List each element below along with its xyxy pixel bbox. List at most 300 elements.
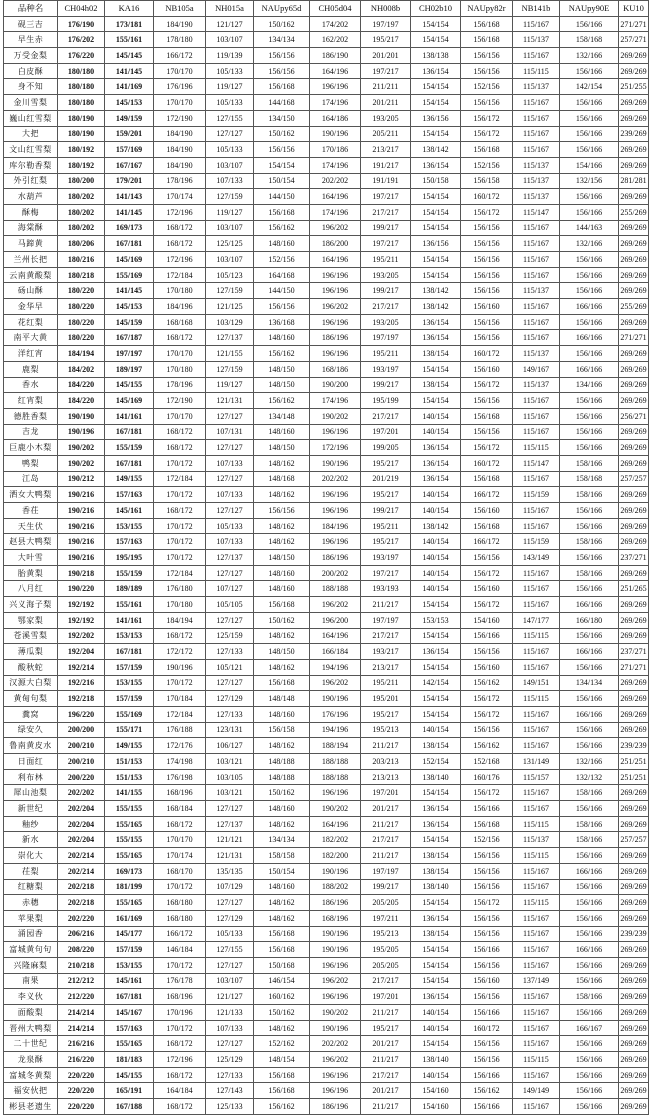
table-row — [4, 879, 649, 895]
allele-cell: 269/269 — [619, 1020, 649, 1036]
allele-cell: 170/174 — [154, 848, 206, 864]
allele-cell: 152/168 — [461, 754, 513, 770]
allele-cell: 178/196 — [154, 377, 206, 393]
allele-cell: 105/123 — [206, 267, 254, 283]
cultivar-name-cell: 身不知 — [4, 79, 58, 95]
allele-cell: 164/168 — [254, 267, 310, 283]
allele-cell: 115/167 — [513, 503, 560, 519]
allele-cell: 269/269 — [619, 487, 649, 503]
allele-cell: 127/127 — [206, 1036, 254, 1052]
allele-cell: 176/196 — [154, 79, 206, 95]
allele-cell: 127/127 — [206, 503, 254, 519]
allele-cell: 176/196 — [310, 706, 361, 722]
allele-cell: 192/204 — [58, 644, 105, 660]
allele-cell: 149/149 — [513, 1083, 560, 1099]
allele-cell: 137/149 — [513, 973, 560, 989]
allele-cell: 269/269 — [619, 785, 649, 801]
allele-cell: 154/160 — [411, 1099, 461, 1115]
allele-cell: 119/139 — [206, 48, 254, 64]
table-body — [4, 16, 649, 1114]
allele-cell: 257/257 — [619, 832, 649, 848]
allele-cell: 211/217 — [361, 848, 411, 864]
table-row — [4, 440, 649, 456]
allele-cell: 121/121 — [206, 832, 254, 848]
cultivar-name-cell: 茌梨 — [4, 863, 58, 879]
allele-cell: 154/154 — [411, 32, 461, 48]
allele-cell: 156/166 — [560, 1005, 619, 1021]
allele-cell: 156/168 — [461, 816, 513, 832]
allele-cell: 150/154 — [254, 863, 310, 879]
allele-cell: 168/172 — [154, 1036, 206, 1052]
allele-cell: 136/156 — [411, 110, 461, 126]
allele-cell: 210/218 — [58, 957, 105, 973]
allele-cell: 156/156 — [461, 63, 513, 79]
allele-cell: 141/145 — [105, 63, 154, 79]
allele-cell: 156/166 — [560, 408, 619, 424]
allele-cell: 138/154 — [411, 863, 461, 879]
column-header: 品种名 — [4, 1, 58, 17]
allele-cell: 169/173 — [105, 220, 154, 236]
allele-cell: 211/217 — [361, 1052, 411, 1068]
allele-cell: 190/200 — [310, 377, 361, 393]
allele-cell: 156/168 — [254, 942, 310, 958]
allele-cell: 170/170 — [154, 63, 206, 79]
allele-cell: 134/148 — [254, 408, 310, 424]
column-header: KU10 — [619, 1, 649, 17]
cultivar-name-cell: 兰州长把 — [4, 252, 58, 268]
allele-cell: 196/202 — [310, 675, 361, 691]
genotype-table — [3, 0, 649, 1115]
allele-cell: 186/196 — [310, 895, 361, 911]
allele-cell: 156/156 — [461, 644, 513, 660]
table-row — [4, 910, 649, 926]
allele-cell: 257/271 — [619, 32, 649, 48]
allele-cell: 157/163 — [105, 534, 154, 550]
cultivar-name-cell: 晋州大鸭梨 — [4, 1020, 58, 1036]
allele-cell: 269/269 — [619, 910, 649, 926]
allele-cell: 140/154 — [411, 581, 461, 597]
allele-cell: 167/181 — [105, 989, 154, 1005]
cultivar-name-cell: 涌园香 — [4, 926, 58, 942]
allele-cell: 115/167 — [513, 393, 560, 409]
allele-cell: 172/190 — [154, 110, 206, 126]
allele-cell: 196/196 — [310, 487, 361, 503]
allele-cell: 271/271 — [619, 330, 649, 346]
table-row — [4, 989, 649, 1005]
allele-cell: 156/168 — [254, 79, 310, 95]
cultivar-name-cell: 兴义海子梨 — [4, 597, 58, 613]
allele-cell: 197/211 — [361, 910, 411, 926]
allele-cell: 201/201 — [361, 48, 411, 64]
allele-cell: 196/202 — [310, 973, 361, 989]
allele-cell: 154/154 — [411, 267, 461, 283]
table-row — [4, 142, 649, 158]
allele-cell: 196/196 — [310, 314, 361, 330]
allele-cell: 115/115 — [513, 1052, 560, 1068]
allele-cell: 156/160 — [461, 659, 513, 675]
column-header: NH008b — [361, 1, 411, 17]
allele-cell: 180/206 — [58, 236, 105, 252]
allele-cell: 154/154 — [411, 942, 461, 958]
allele-cell: 158/166 — [560, 785, 619, 801]
allele-cell: 217/217 — [361, 832, 411, 848]
allele-cell: 184/194 — [154, 612, 206, 628]
allele-cell: 166/166 — [560, 942, 619, 958]
allele-cell: 107/133 — [206, 173, 254, 189]
allele-cell: 186/196 — [310, 1099, 361, 1115]
allele-cell: 127/127 — [206, 126, 254, 142]
allele-cell: 170/180 — [154, 361, 206, 377]
allele-cell: 154/160 — [411, 1083, 461, 1099]
table-row — [4, 816, 649, 832]
allele-cell: 115/167 — [513, 1020, 560, 1036]
allele-cell: 166/166 — [560, 361, 619, 377]
allele-cell: 127/159 — [206, 361, 254, 377]
allele-cell: 170/180 — [154, 283, 206, 299]
allele-cell: 154/154 — [411, 785, 461, 801]
allele-cell: 156/166 — [560, 895, 619, 911]
table-row — [4, 691, 649, 707]
allele-cell: 156/166 — [560, 204, 619, 220]
allele-cell: 178/180 — [154, 32, 206, 48]
allele-cell: 145/155 — [105, 1067, 154, 1083]
cultivar-name-cell: 苹果梨 — [4, 910, 58, 926]
allele-cell: 148/162 — [254, 534, 310, 550]
cultivar-name-cell: 德胜香梨 — [4, 408, 58, 424]
allele-cell: 156/166 — [560, 957, 619, 973]
allele-cell: 269/269 — [619, 503, 649, 519]
allele-cell: 155/171 — [105, 722, 154, 738]
allele-cell: 157/159 — [105, 691, 154, 707]
allele-cell: 148/162 — [254, 816, 310, 832]
table-row — [4, 518, 649, 534]
allele-cell: 173/181 — [105, 16, 154, 32]
allele-cell: 269/269 — [619, 361, 649, 377]
allele-cell: 195/217 — [361, 32, 411, 48]
allele-cell: 103/107 — [206, 220, 254, 236]
allele-cell: 255/269 — [619, 299, 649, 315]
cultivar-name-cell: 海棠酥 — [4, 220, 58, 236]
allele-cell: 156/156 — [461, 722, 513, 738]
allele-cell: 148/160 — [254, 801, 310, 817]
allele-cell: 127/127 — [206, 675, 254, 691]
allele-cell: 156/166 — [560, 926, 619, 942]
allele-cell: 145/155 — [105, 377, 154, 393]
table-row — [4, 252, 649, 268]
allele-cell: 105/133 — [206, 63, 254, 79]
allele-cell: 170/184 — [154, 691, 206, 707]
allele-cell: 217/217 — [361, 299, 411, 315]
allele-cell: 164/186 — [310, 110, 361, 126]
allele-cell: 190/196 — [310, 942, 361, 958]
allele-cell: 180/180 — [58, 95, 105, 111]
allele-cell: 186/196 — [310, 330, 361, 346]
allele-cell: 127/129 — [206, 691, 254, 707]
allele-cell: 127/127 — [206, 801, 254, 817]
header-row — [4, 1, 649, 17]
cultivar-name-cell: 洋红宵 — [4, 346, 58, 362]
table-row — [4, 832, 649, 848]
allele-cell: 148/160 — [254, 581, 310, 597]
allele-cell: 156/158 — [254, 722, 310, 738]
allele-cell: 195/205 — [361, 942, 411, 958]
cultivar-name-cell: 汉源大白梨 — [4, 675, 58, 691]
allele-cell: 168/172 — [154, 330, 206, 346]
allele-cell: 150/162 — [254, 1005, 310, 1021]
table-row — [4, 487, 649, 503]
allele-cell: 269/269 — [619, 942, 649, 958]
allele-cell: 190/218 — [58, 565, 105, 581]
table-row — [4, 769, 649, 785]
allele-cell: 180/220 — [58, 314, 105, 330]
allele-cell: 136/154 — [411, 989, 461, 1005]
allele-cell: 154/154 — [411, 95, 461, 111]
allele-cell: 149/155 — [105, 471, 154, 487]
allele-cell: 217/217 — [361, 408, 411, 424]
allele-cell: 166/172 — [154, 48, 206, 64]
allele-cell: 156/156 — [254, 503, 310, 519]
allele-cell: 168/172 — [154, 628, 206, 644]
table-row — [4, 236, 649, 252]
allele-cell: 176/202 — [58, 32, 105, 48]
allele-cell: 201/217 — [361, 1083, 411, 1099]
cultivar-name-cell: 兴隆麻梨 — [4, 957, 58, 973]
allele-cell: 197/217 — [361, 565, 411, 581]
allele-cell: 140/154 — [411, 550, 461, 566]
allele-cell: 269/269 — [619, 393, 649, 409]
allele-cell: 164/184 — [154, 1083, 206, 1099]
allele-cell: 136/154 — [411, 910, 461, 926]
allele-cell: 156/162 — [254, 393, 310, 409]
cultivar-name-cell: 金川雪梨 — [4, 95, 58, 111]
allele-cell: 156/168 — [254, 1083, 310, 1099]
cultivar-name-cell: 新水 — [4, 832, 58, 848]
allele-cell: 269/269 — [619, 597, 649, 613]
allele-cell: 136/154 — [411, 157, 461, 173]
allele-cell: 271/271 — [619, 659, 649, 675]
allele-cell: 127/159 — [206, 283, 254, 299]
cultivar-name-cell: 天生伏 — [4, 518, 58, 534]
allele-cell: 127/133 — [206, 1067, 254, 1083]
allele-cell: 142/154 — [560, 79, 619, 95]
allele-cell: 269/269 — [619, 1099, 649, 1115]
table-row — [4, 754, 649, 770]
allele-cell: 195/211 — [361, 675, 411, 691]
allele-cell: 156/160 — [461, 361, 513, 377]
cultivar-name-cell: 云南黄酸梨 — [4, 267, 58, 283]
allele-cell: 105/133 — [206, 142, 254, 158]
allele-cell: 141/145 — [105, 283, 154, 299]
allele-cell: 156/166 — [560, 126, 619, 142]
allele-cell: 269/269 — [619, 346, 649, 362]
allele-cell: 156/168 — [254, 597, 310, 613]
allele-cell: 180/190 — [58, 126, 105, 142]
allele-cell: 170/170 — [154, 346, 206, 362]
allele-cell: 199/217 — [361, 503, 411, 519]
cultivar-name-cell: 砚三吉 — [4, 16, 58, 32]
allele-cell: 166/166 — [560, 330, 619, 346]
table-row — [4, 1036, 649, 1052]
cultivar-name-cell: 富城冬黄梨 — [4, 1067, 58, 1083]
allele-cell: 156/168 — [461, 142, 513, 158]
allele-cell: 127/155 — [206, 110, 254, 126]
cultivar-name-cell: 龙泉酥 — [4, 1052, 58, 1068]
allele-cell: 156/162 — [461, 675, 513, 691]
allele-cell: 136/154 — [411, 63, 461, 79]
allele-cell: 176/188 — [154, 722, 206, 738]
allele-cell: 180/202 — [58, 189, 105, 205]
allele-cell: 176/178 — [154, 973, 206, 989]
allele-cell: 191/217 — [361, 157, 411, 173]
allele-cell: 156/156 — [461, 1052, 513, 1068]
allele-cell: 103/107 — [206, 32, 254, 48]
cultivar-name-cell: 胎黄梨 — [4, 565, 58, 581]
allele-cell: 138/154 — [411, 738, 461, 754]
cultivar-name-cell: 利布林 — [4, 769, 58, 785]
allele-cell: 148/162 — [254, 895, 310, 911]
allele-cell: 156/166 — [560, 424, 619, 440]
table-row — [4, 283, 649, 299]
allele-cell: 149/167 — [513, 361, 560, 377]
allele-cell: 115/115 — [513, 895, 560, 911]
allele-cell: 148/162 — [254, 738, 310, 754]
allele-cell: 115/137 — [513, 189, 560, 205]
cultivar-name-cell: 江岛 — [4, 471, 58, 487]
allele-cell: 155/161 — [105, 597, 154, 613]
allele-cell: 103/121 — [206, 785, 254, 801]
allele-cell: 202/204 — [58, 801, 105, 817]
allele-cell: 195/217 — [361, 1020, 411, 1036]
allele-cell: 203/213 — [361, 754, 411, 770]
allele-cell: 138/154 — [411, 848, 461, 864]
allele-cell: 189/197 — [105, 361, 154, 377]
allele-cell: 150/162 — [254, 126, 310, 142]
cultivar-name-cell: 早生赤 — [4, 32, 58, 48]
allele-cell: 170/172 — [154, 1020, 206, 1036]
allele-cell: 158/166 — [560, 816, 619, 832]
allele-cell: 256/271 — [619, 408, 649, 424]
allele-cell: 150/162 — [254, 785, 310, 801]
allele-cell: 269/269 — [619, 879, 649, 895]
allele-cell: 156/156 — [461, 330, 513, 346]
allele-cell: 115/167 — [513, 424, 560, 440]
allele-cell: 156/166 — [560, 16, 619, 32]
allele-cell: 156/166 — [560, 252, 619, 268]
allele-cell: 134/166 — [560, 377, 619, 393]
allele-cell: 148/160 — [254, 330, 310, 346]
allele-cell: 157/159 — [105, 659, 154, 675]
allele-cell: 186/190 — [310, 48, 361, 64]
allele-cell: 197/217 — [361, 236, 411, 252]
allele-cell: 269/269 — [619, 518, 649, 534]
allele-cell: 138/140 — [411, 1052, 461, 1068]
allele-cell: 269/269 — [619, 440, 649, 456]
allele-cell: 160/162 — [254, 989, 310, 1005]
allele-cell: 138/138 — [411, 48, 461, 64]
allele-cell: 156/156 — [254, 63, 310, 79]
allele-cell: 132/166 — [560, 754, 619, 770]
allele-cell: 170/170 — [154, 408, 206, 424]
cultivar-name-cell: 赵县大鸭梨 — [4, 534, 58, 550]
allele-cell: 160/172 — [461, 455, 513, 471]
allele-cell: 197/197 — [361, 16, 411, 32]
allele-cell: 156/156 — [461, 424, 513, 440]
allele-cell: 148/150 — [254, 377, 310, 393]
allele-cell: 103/107 — [206, 973, 254, 989]
allele-cell: 127/127 — [206, 957, 254, 973]
allele-cell: 115/167 — [513, 801, 560, 817]
allele-cell: 170/172 — [154, 879, 206, 895]
allele-cell: 115/167 — [513, 16, 560, 32]
allele-cell: 239/239 — [619, 926, 649, 942]
table-row — [4, 973, 649, 989]
allele-cell: 154/154 — [411, 16, 461, 32]
allele-cell: 168/172 — [154, 220, 206, 236]
allele-cell: 184/190 — [154, 16, 206, 32]
table-row — [4, 895, 649, 911]
allele-cell: 138/154 — [411, 377, 461, 393]
allele-cell: 201/219 — [361, 471, 411, 487]
allele-cell: 152/154 — [411, 754, 461, 770]
allele-cell: 166/172 — [461, 487, 513, 503]
allele-cell: 201/217 — [361, 1036, 411, 1052]
allele-cell: 156/168 — [461, 16, 513, 32]
allele-cell: 145/169 — [105, 393, 154, 409]
allele-cell: 251/255 — [619, 79, 649, 95]
allele-cell: 148/160 — [254, 236, 310, 252]
allele-cell: 145/161 — [105, 973, 154, 989]
allele-cell: 144/150 — [254, 189, 310, 205]
allele-cell: 148/188 — [254, 769, 310, 785]
allele-cell: 166/166 — [560, 863, 619, 879]
allele-cell: 103/107 — [206, 252, 254, 268]
allele-cell: 138/154 — [411, 926, 461, 942]
column-header: NB105a — [154, 1, 206, 17]
allele-cell: 115/167 — [513, 942, 560, 958]
allele-cell: 156/156 — [461, 48, 513, 64]
allele-cell: 178/196 — [154, 173, 206, 189]
allele-cell: 166/167 — [560, 1020, 619, 1036]
table-row — [4, 299, 649, 315]
allele-cell: 181/199 — [105, 879, 154, 895]
allele-cell: 172/196 — [154, 204, 206, 220]
table-row — [4, 1067, 649, 1083]
allele-cell: 184/220 — [58, 393, 105, 409]
allele-cell: 158/168 — [560, 32, 619, 48]
allele-cell: 190/196 — [310, 691, 361, 707]
allele-cell: 145/153 — [105, 95, 154, 111]
allele-cell: 237/271 — [619, 644, 649, 660]
allele-cell: 156/158 — [461, 173, 513, 189]
allele-cell: 115/167 — [513, 863, 560, 879]
allele-cell: 155/155 — [105, 801, 154, 817]
allele-cell: 156/166 — [461, 942, 513, 958]
allele-cell: 138/142 — [411, 299, 461, 315]
allele-cell: 168/180 — [154, 910, 206, 926]
allele-cell: 156/172 — [461, 597, 513, 613]
allele-cell: 269/269 — [619, 267, 649, 283]
cultivar-name-cell: 外引红梨 — [4, 173, 58, 189]
allele-cell: 269/269 — [619, 706, 649, 722]
allele-cell: 196/196 — [310, 267, 361, 283]
allele-cell: 269/269 — [619, 1036, 649, 1052]
cultivar-name-cell: 水葫芦 — [4, 189, 58, 205]
allele-cell: 190/190 — [58, 408, 105, 424]
allele-cell: 156/166 — [560, 267, 619, 283]
allele-cell: 166/172 — [461, 534, 513, 550]
table-row — [4, 612, 649, 628]
allele-cell: 170/172 — [154, 675, 206, 691]
